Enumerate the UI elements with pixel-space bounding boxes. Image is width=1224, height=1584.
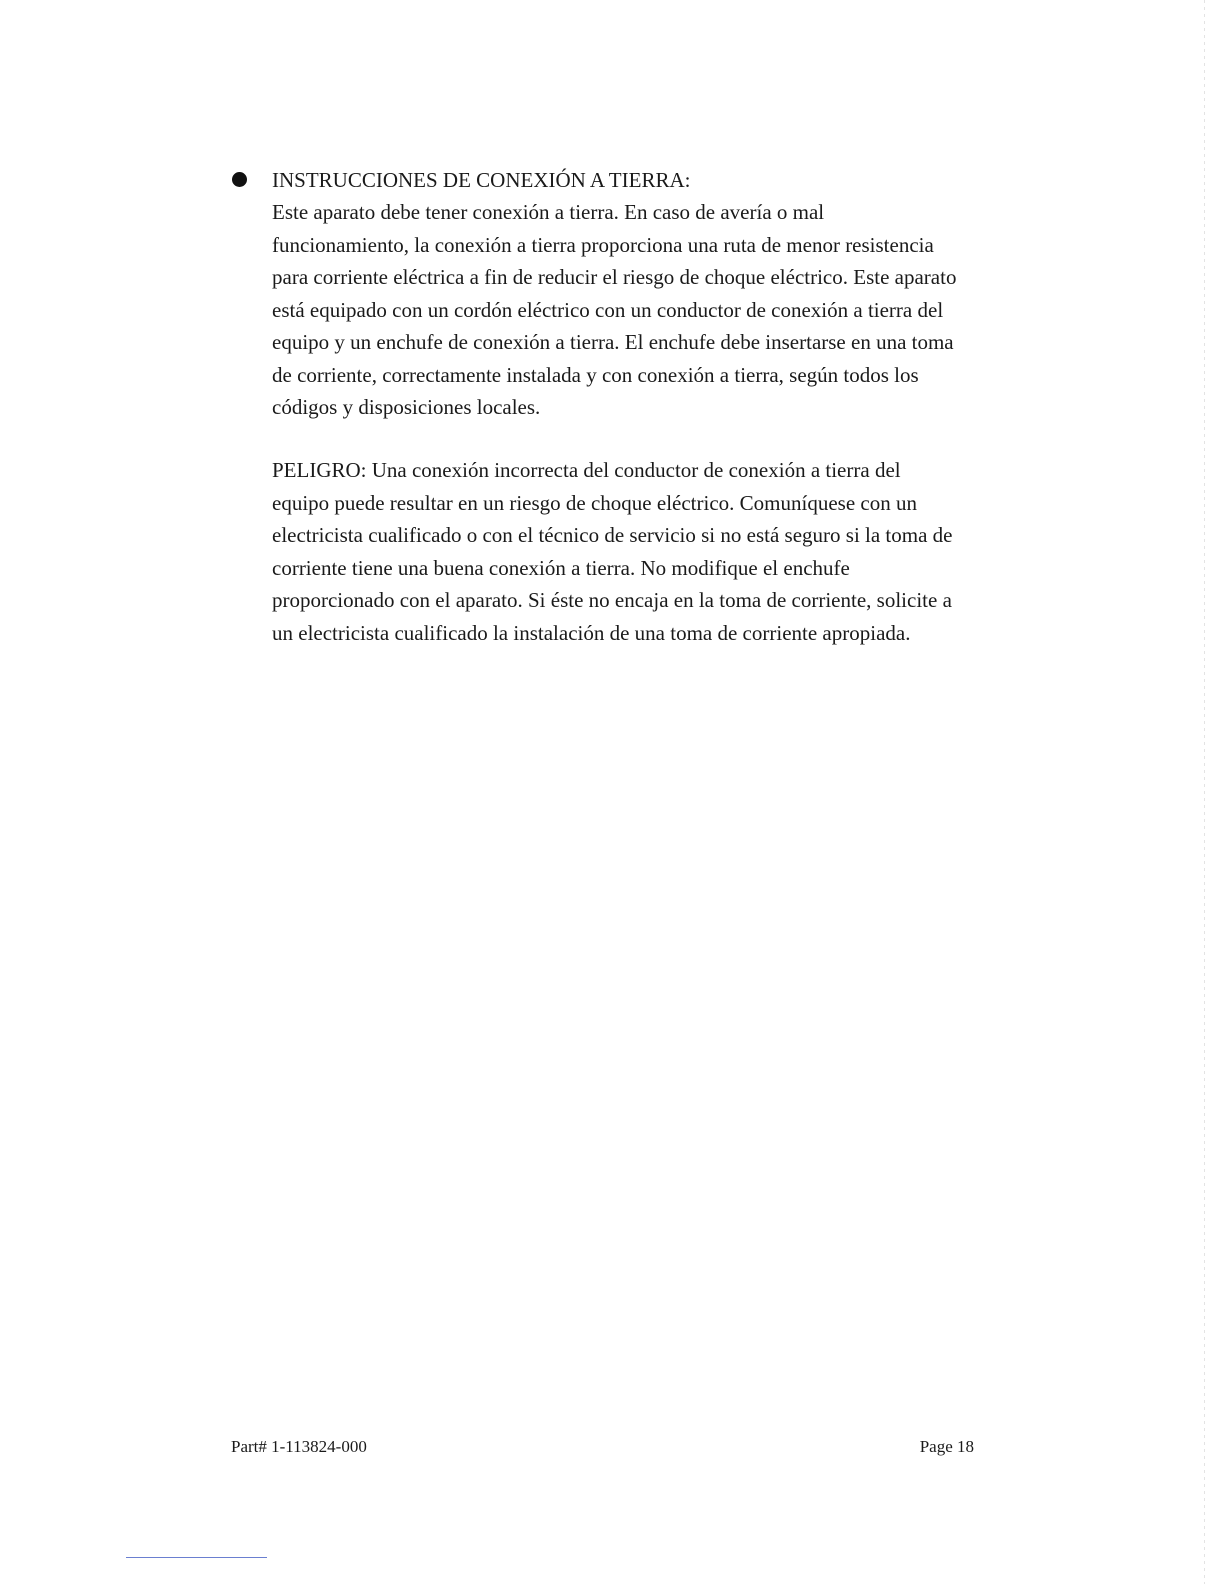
paragraph-line: de corriente, correctamente instalada y con conexión a tierra, según todos los (272, 362, 919, 387)
part-number: Part# 1-113824-000 (231, 1437, 367, 1456)
bottom-rule-line (126, 1557, 267, 1558)
danger-paragraph (272, 454, 978, 649)
paragraph-line: equipo y un enchufe de conexión a tierra. El enchufe debe insertarse en una toma (272, 330, 954, 354)
section-heading: INSTRUCCIONES DE CONEXIÓN A TIERRA: (272, 168, 691, 192)
paragraph-line: corriente tiene una buena conexión a tierra. No modifique el enchufe (272, 555, 850, 580)
paragraph-line: Este aparato debe tener conexión a tierra. En caso de avería o mal (272, 200, 825, 224)
bullet-icon (232, 172, 247, 187)
paragraph-line: equipo puede resultar en un riesgo de choque eléctrico. Comuníquese con un (272, 490, 917, 515)
paragraph-line: códigos y disposiciones locales. (272, 395, 541, 419)
paragraph-line: un electricista cualificado la instalación de una toma de corriente apropiada. (272, 620, 911, 645)
scan-edge-line (1204, 0, 1205, 1584)
paragraph-line: electricista cualificado o con el técnico de servicio si no está seguro si la toma de (272, 523, 953, 547)
grounding-paragraph (272, 196, 978, 424)
paragraph-line: funcionamiento, la conexión a tierra proporciona una ruta de menor resistencia (272, 232, 934, 257)
page-number: Page 18 (919, 1437, 974, 1456)
paragraph-line: PELIGRO: Una conexión incorrecta del conductor de conexión a tierra del (272, 458, 901, 482)
paragraph-line: proporcionado con el aparato. Si éste no encaja en la toma de corriente, solicite a (272, 588, 952, 612)
paragraph-line: está equipado con un cordón eléctrico con un conductor de conexión a tierra del (272, 297, 944, 322)
paragraph-line: para corriente eléctrica a fin de reducir el riesgo de choque eléctrico. Este aparato (272, 265, 957, 289)
